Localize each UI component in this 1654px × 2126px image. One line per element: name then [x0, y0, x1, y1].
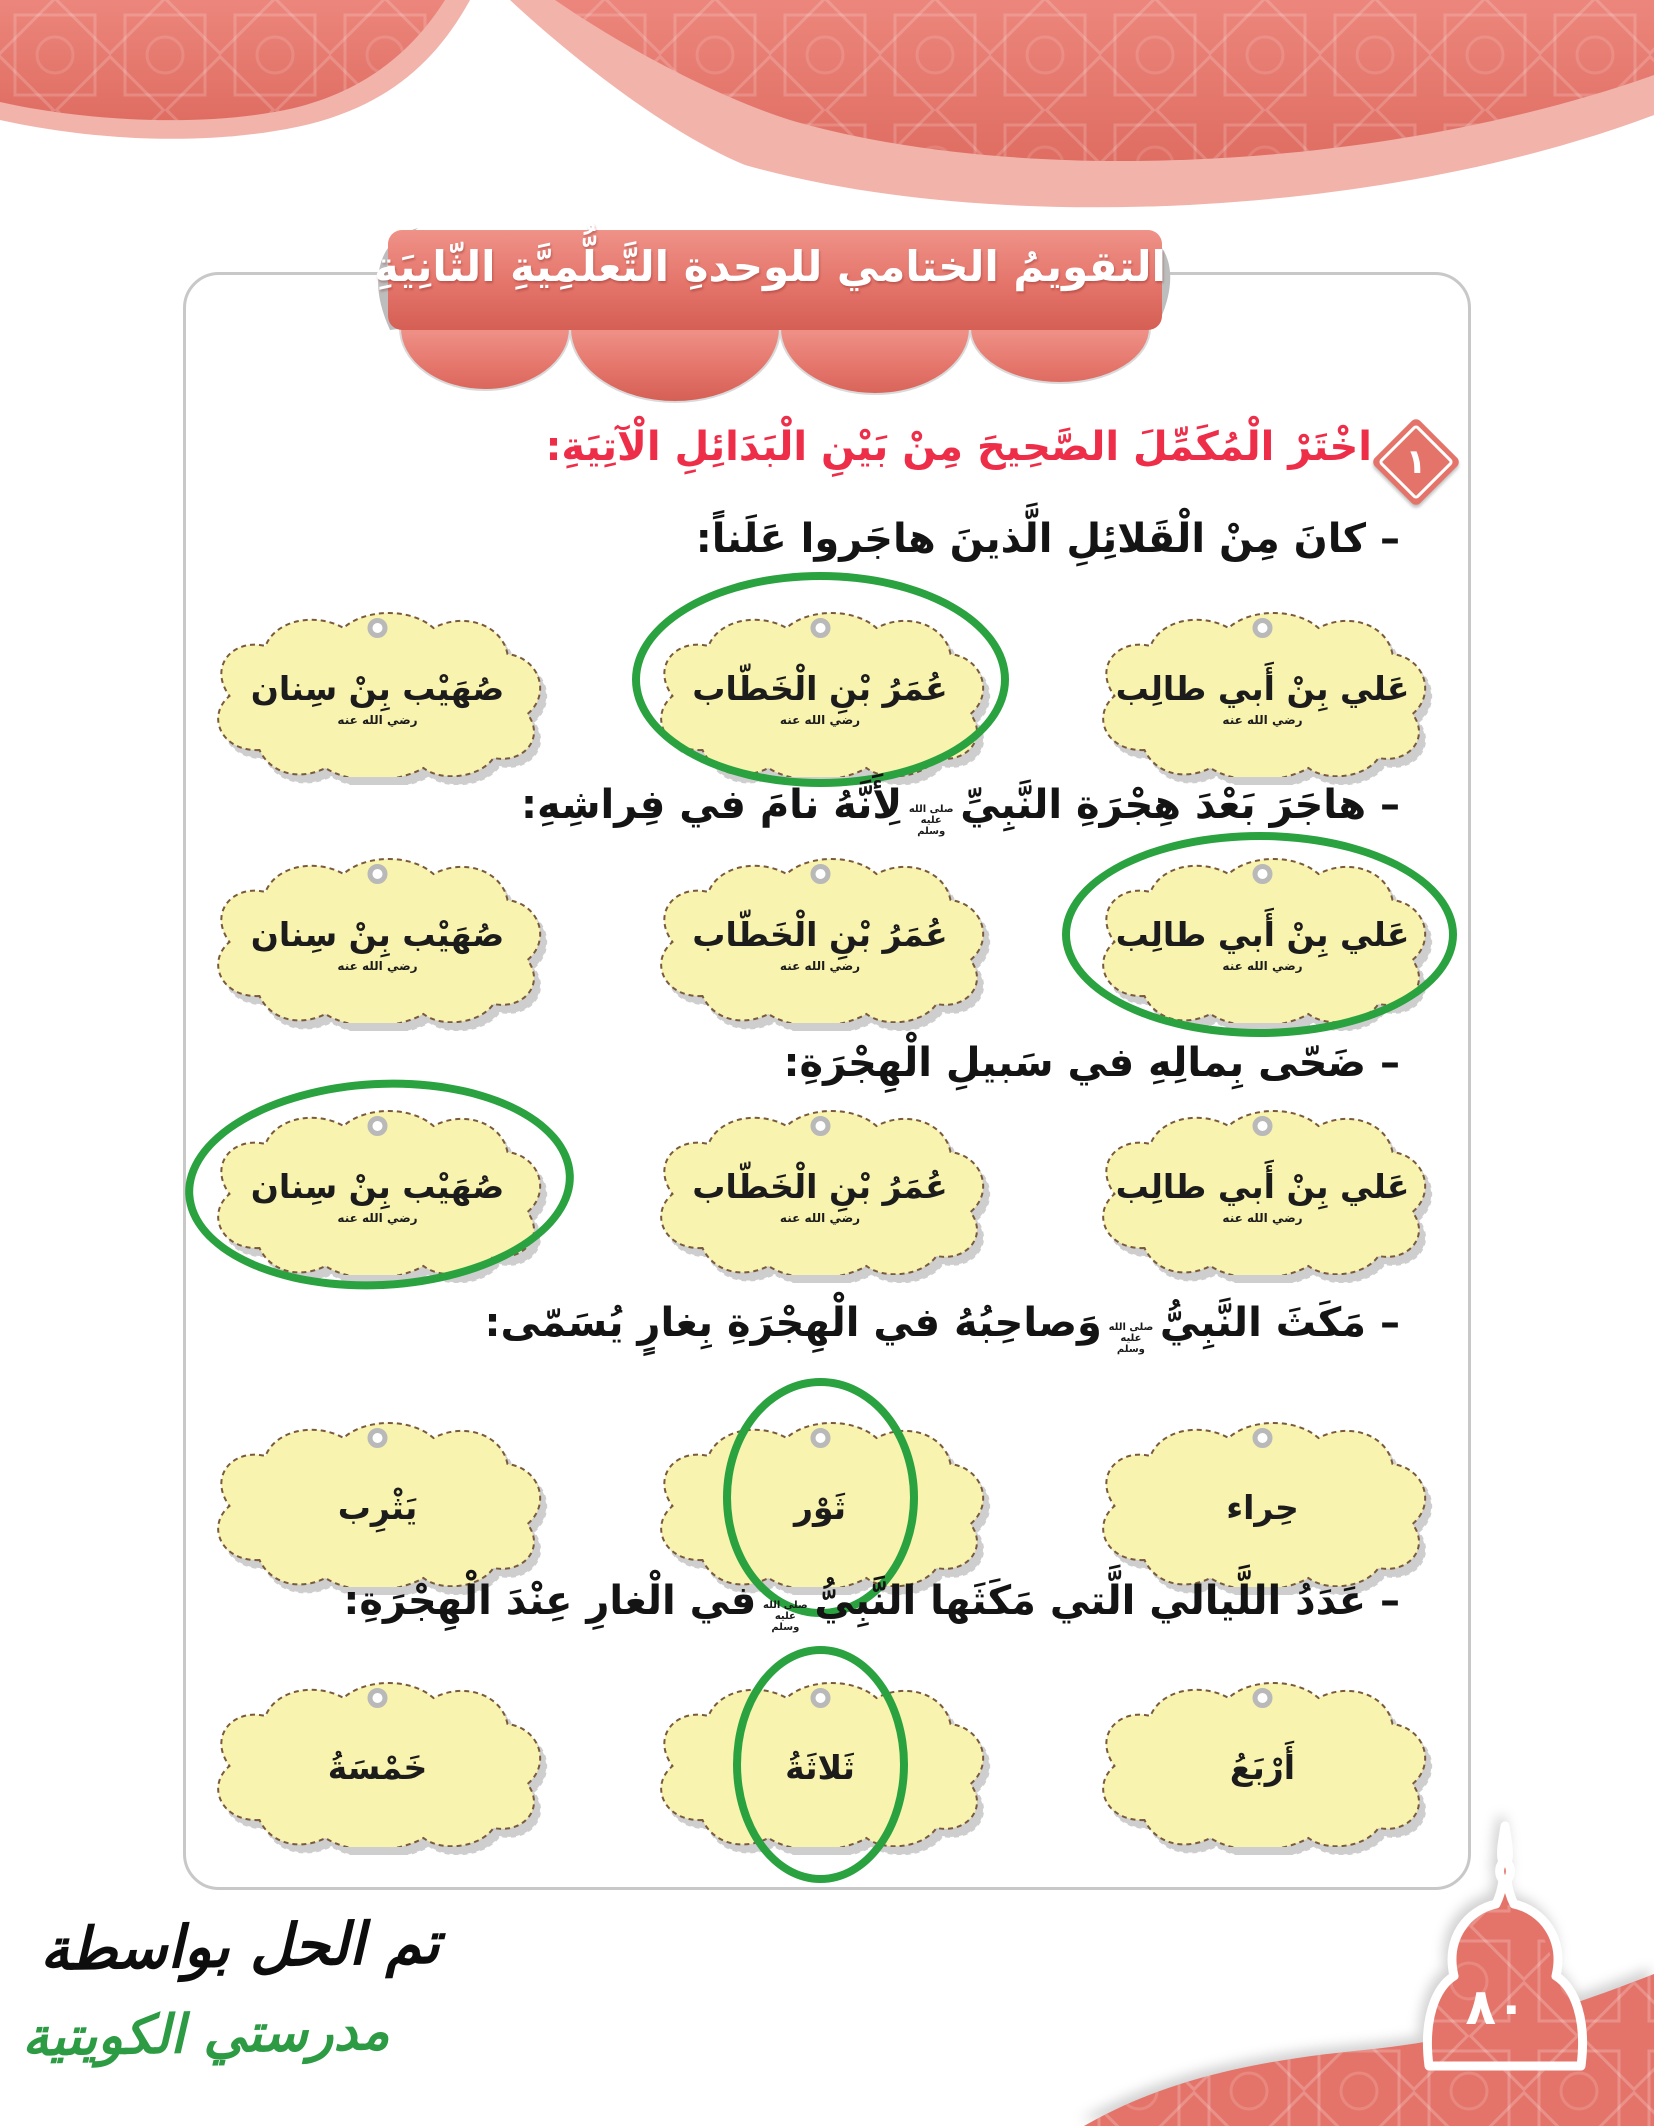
option-label: يَثْرِب [337, 1488, 418, 1527]
radiallahu-anhu-seal: رضي الله عنه [779, 958, 861, 973]
answer-option[interactable] [195, 1672, 560, 1847]
option-label: عَلي بِنْ أَبي طالِب [1115, 668, 1410, 708]
question-prompt: اخْتَرْ الْمُكَمِّلَ الصَّحِيحَ مِنْ بَيْنِ الْبَدَائِلِ الْآتِيَةِ: [545, 424, 1372, 470]
radiallahu-anhu-seal: رضي الله عنه [337, 1210, 418, 1225]
radiallahu-anhu-seal: رضي الله عنه [1222, 958, 1303, 973]
radiallahu-anhu-seal: رضي الله عنه [779, 712, 861, 727]
radiallahu-anhu-seal: رضي الله عنه [1222, 1210, 1303, 1225]
sub-question-4-text: – مَكَثَ النَّبِيُّ [1159, 1300, 1400, 1346]
page-title: التقويمُ الختامي للوحدةِ التَّعلُّمِيَّةِ الثّانِيَةِ [374, 242, 1166, 291]
sub-question-5 [343, 1578, 1400, 1633]
radiallahu-anhu-seal: رضي الله عنه [779, 1210, 861, 1225]
option-label: عُمَرُ بْنِ الْخَطّاب [692, 914, 948, 954]
prophet-honorific-icon: صلى الله عليه وسلم [908, 804, 954, 837]
option-label: عَلي بِنْ أَبي طالِب [1115, 914, 1410, 954]
answer-option[interactable] [638, 1672, 1003, 1847]
answer-option[interactable] [1080, 602, 1445, 777]
options-row-1 [195, 602, 1445, 777]
sub-question-5-text-after: في الْغارِ عِنْدَ الْهِجْرَةِ: [343, 1578, 757, 1624]
answer-option[interactable] [1080, 1412, 1445, 1587]
option-label: عُمَرُ بْنِ الْخَطّاب [692, 668, 948, 708]
options-row-4 [195, 1412, 1445, 1587]
answer-option[interactable] [1080, 848, 1445, 1023]
option-label: حِراء [1226, 1488, 1299, 1527]
option-label: صُهَيْب بِنْ سِنان [250, 668, 505, 708]
radiallahu-anhu-seal: رضي الله عنه [1222, 712, 1303, 727]
prophet-honorific-icon: صلى الله عليه وسلم [1108, 1322, 1154, 1355]
sub-question-3 [783, 1040, 1400, 1086]
sub-question-1 [696, 516, 1400, 562]
answer-option[interactable] [1080, 1100, 1445, 1275]
option-label: خَمْسَةُ [327, 1748, 428, 1787]
answer-option[interactable] [638, 602, 1003, 777]
page-number: ٨٠ [1465, 1978, 1527, 2036]
question-number-badge [1371, 417, 1462, 508]
question-number: ١ [1405, 442, 1427, 482]
option-label: أَرْبَعُ [1229, 1748, 1296, 1787]
solved-by-watermark-line2: مدرستي الكويتية [21, 2000, 391, 2069]
answer-option[interactable] [638, 848, 1003, 1023]
answer-option[interactable] [195, 1412, 560, 1587]
answer-option[interactable] [195, 602, 560, 777]
radiallahu-anhu-seal: رضي الله عنه [337, 712, 418, 727]
sub-question-2 [521, 782, 1400, 837]
mosque-dome-ornament [974, 1816, 1654, 2126]
answer-option[interactable] [195, 848, 560, 1023]
option-label: عُمَرُ بْنِ الْخَطّاب [692, 1166, 948, 1206]
option-label: صُهَيْب بِنْ سِنان [250, 914, 505, 954]
answer-option[interactable] [195, 1100, 560, 1275]
sub-question-4-text-after: وَصاحِبُهُ في الْهِجْرَةِ بِغارٍ يُسَمّى: [484, 1300, 1102, 1346]
sub-question-4 [485, 1300, 1401, 1355]
answer-option[interactable] [638, 1100, 1003, 1275]
sub-question-1-text: – كانَ مِنْ الْقَلائِلِ الَّذينَ هاجَروا عَلَناً: [695, 516, 1400, 562]
prophet-honorific-icon: صلى الله عليه وسلم [763, 1600, 808, 1633]
sub-question-3-text: – ضَحّى بِمالِهِ في سَبيلِ الْهِجْرَةِ: [783, 1040, 1400, 1086]
radiallahu-anhu-seal: رضي الله عنه [337, 958, 418, 973]
option-label: عَلي بِنْ أَبي طالِب [1115, 1166, 1410, 1206]
options-row-3 [195, 1100, 1445, 1275]
option-label: صُهَيْب بِنْ سِنان [250, 1166, 505, 1206]
sub-question-5-text: – عَدَدُ اللَّيالي الَّتي مَكَثَها النَّبِيُّ [814, 1578, 1400, 1624]
sub-question-2-text-after: لِأَنَّهُ نامَ في فِراشِهِ: [520, 782, 903, 828]
option-label: ثَلاثَةُ [785, 1748, 855, 1787]
sub-question-2-text: – هاجَرَ بَعْدَ هِجْرَةِ النَّبِيِّ [960, 782, 1400, 828]
answer-option[interactable] [638, 1412, 1003, 1587]
solved-by-watermark-line1: تم الحل بواسطة [39, 1908, 441, 1984]
option-label: ثَوْر [793, 1488, 847, 1527]
options-row-2 [195, 848, 1445, 1023]
